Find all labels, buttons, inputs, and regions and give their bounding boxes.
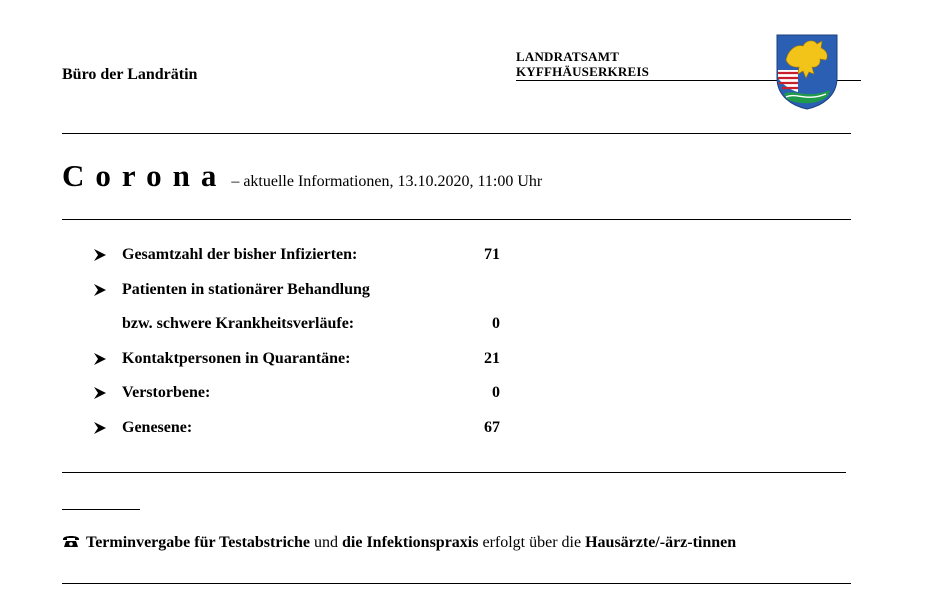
agency-line-2: KYFFHÄUSERKREIS <box>516 64 650 79</box>
office-name: Büro der Landrätin <box>62 66 198 83</box>
stat-label: Patienten in stationärer Behandlung <box>122 280 370 298</box>
footer-note <box>62 526 852 560</box>
heading-subtitle: – aktuelle Informationen, 13.10.2020, 11:00 Uhr <box>231 173 543 190</box>
stat-value: 71 <box>484 246 500 263</box>
stat-label: Gesamtzahl der bisher Infizierten: <box>122 246 358 263</box>
divider-bottom <box>62 583 851 584</box>
agency-name <box>516 49 649 79</box>
stat-value: 0 <box>492 384 500 402</box>
stats-list <box>92 241 512 449</box>
divider-top <box>62 133 851 134</box>
stat-label: Kontaktpersonen in Quarantäne: <box>122 349 351 367</box>
stat-row-hospital <box>92 276 512 311</box>
heading-title: Corona <box>62 158 228 193</box>
stat-row-quarantine <box>92 345 512 380</box>
arrowhead-icon <box>92 385 108 401</box>
page-heading <box>62 158 542 194</box>
stat-row-recovered <box>92 414 512 449</box>
divider-heading <box>62 219 851 220</box>
stat-row-infected <box>92 241 512 276</box>
arrowhead-icon <box>92 282 108 298</box>
footer-practice: die Infektionspraxis <box>342 534 479 551</box>
footer-via: erfolgt über die <box>478 534 586 551</box>
footer-doctors: Hausärzte/-ärz-tinnen <box>585 534 737 551</box>
stat-label: Genesene: <box>122 418 193 436</box>
stat-row-deceased <box>92 379 512 414</box>
arrowhead-icon <box>92 351 108 367</box>
telephone-icon <box>62 534 80 548</box>
agency-line-1: LANDRATSAMT <box>516 49 620 64</box>
stat-row-severe <box>92 310 512 345</box>
divider-stats <box>62 472 846 473</box>
footnote-rule <box>62 509 140 510</box>
footer-testing: Terminvergabe für Testabstriche <box>86 534 310 551</box>
stat-value: 21 <box>484 349 500 367</box>
coat-of-arms-icon <box>776 34 838 110</box>
stat-value: 0 <box>492 315 500 333</box>
footer-and: und <box>310 534 342 551</box>
arrowhead-icon <box>92 247 108 263</box>
stat-value: 67 <box>484 418 500 436</box>
arrowhead-icon <box>92 420 108 436</box>
stat-label: Verstorbene: <box>122 384 211 402</box>
stat-label: bzw. schwere Krankheitsverläufe: <box>122 315 355 333</box>
